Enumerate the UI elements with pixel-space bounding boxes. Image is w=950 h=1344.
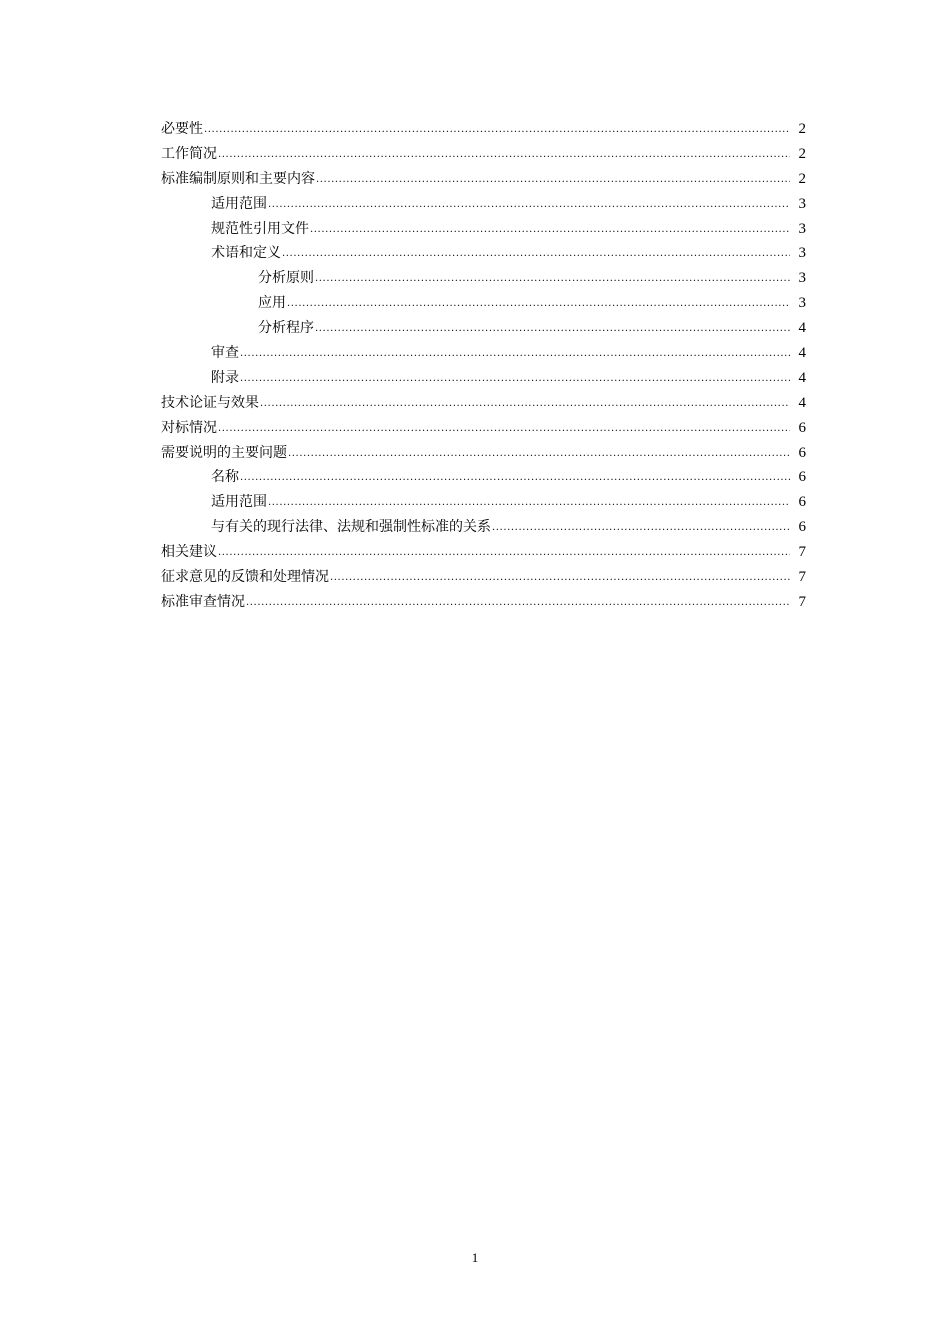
toc-entry-title: 附录	[211, 369, 239, 386]
toc-entry-title: 审查	[211, 345, 239, 362]
toc-entry[interactable]	[161, 241, 806, 266]
table-of-contents	[161, 117, 806, 615]
toc-dot-leader	[240, 466, 790, 491]
toc-entry-title: 适用范围	[211, 195, 267, 212]
toc-dot-leader	[268, 491, 790, 516]
toc-entry-title: 对标情况	[161, 419, 217, 436]
toc-dot-leader	[287, 292, 790, 317]
toc-entry-title: 应用	[258, 295, 286, 312]
toc-entry-title: 相关建议	[161, 544, 217, 561]
toc-entry-page: 4	[798, 394, 806, 411]
toc-entry-page: 4	[798, 345, 806, 362]
toc-dot-leader	[288, 442, 790, 467]
toc-entry[interactable]	[161, 416, 806, 441]
toc-entry[interactable]	[161, 366, 806, 391]
toc-entry-title: 分析原则	[258, 270, 314, 287]
toc-entry-title: 名称	[211, 469, 239, 486]
toc-entry[interactable]	[161, 117, 806, 142]
toc-entry[interactable]	[161, 142, 806, 167]
toc-entry[interactable]	[161, 515, 806, 540]
toc-dot-leader	[315, 317, 790, 342]
toc-dot-leader	[204, 118, 790, 143]
toc-entry[interactable]	[161, 391, 806, 416]
toc-entry[interactable]	[161, 167, 806, 192]
toc-entry-page: 6	[798, 469, 806, 486]
toc-entry-title: 适用范围	[211, 494, 267, 511]
toc-dot-leader	[315, 267, 790, 292]
toc-entry[interactable]	[161, 192, 806, 217]
toc-dot-leader	[260, 392, 790, 417]
toc-entry[interactable]	[161, 291, 806, 316]
toc-dot-leader	[246, 591, 790, 616]
toc-dot-leader	[316, 168, 790, 193]
toc-dot-leader	[268, 193, 790, 218]
toc-entry[interactable]	[161, 217, 806, 242]
toc-entry[interactable]	[161, 590, 806, 615]
toc-entry[interactable]	[161, 540, 806, 565]
toc-entry-page: 6	[798, 444, 806, 461]
toc-dot-leader	[330, 566, 790, 591]
toc-entry-page: 6	[798, 419, 806, 436]
toc-entry-page: 3	[798, 245, 806, 262]
toc-entry[interactable]	[161, 316, 806, 341]
toc-entry-page: 3	[798, 295, 806, 312]
toc-entry-page: 4	[798, 320, 806, 337]
toc-entry-page: 7	[798, 593, 806, 610]
toc-entry-title: 技术论证与效果	[161, 394, 259, 411]
toc-entry[interactable]	[161, 490, 806, 515]
toc-entry-page: 6	[798, 494, 806, 511]
toc-dot-leader	[492, 516, 790, 541]
toc-dot-leader	[282, 242, 790, 267]
toc-entry-page: 3	[798, 195, 806, 212]
toc-entry-page: 6	[798, 519, 806, 536]
toc-entry[interactable]	[161, 465, 806, 490]
toc-entry-title: 与有关的现行法律、法规和强制性标准的关系	[211, 519, 491, 536]
toc-entry-page: 7	[798, 569, 806, 586]
toc-entry-title: 需要说明的主要问题	[161, 444, 287, 461]
toc-entry[interactable]	[161, 565, 806, 590]
toc-dot-leader	[240, 367, 790, 392]
toc-entry-page: 2	[798, 145, 806, 162]
toc-dot-leader	[218, 143, 790, 168]
toc-entry[interactable]	[161, 266, 806, 291]
toc-entry-title: 必要性	[161, 121, 203, 137]
toc-entry-title: 征求意见的反馈和处理情况	[161, 569, 329, 586]
toc-entry-page: 2	[798, 170, 806, 187]
toc-dot-leader	[310, 218, 790, 243]
toc-entry-page: 4	[798, 369, 806, 386]
toc-entry-page: 2	[798, 121, 806, 137]
toc-dot-leader	[218, 417, 790, 442]
toc-entry-title: 工作简况	[161, 145, 217, 162]
toc-entry-title: 术语和定义	[211, 245, 281, 262]
page-number: 1	[471, 1250, 479, 1265]
toc-entry-title: 规范性引用文件	[211, 220, 309, 237]
toc-entry-title: 标准审查情况	[161, 593, 245, 610]
toc-entry-page: 3	[798, 220, 806, 237]
toc-entry-title: 分析程序	[258, 320, 314, 337]
toc-entry-page: 3	[798, 270, 806, 287]
toc-dot-leader	[218, 541, 790, 566]
toc-entry[interactable]	[161, 441, 806, 466]
toc-entry-page: 7	[798, 544, 806, 561]
toc-dot-leader	[240, 342, 790, 367]
toc-entry-title: 标准编制原则和主要内容	[161, 170, 315, 187]
toc-entry[interactable]	[161, 341, 806, 366]
